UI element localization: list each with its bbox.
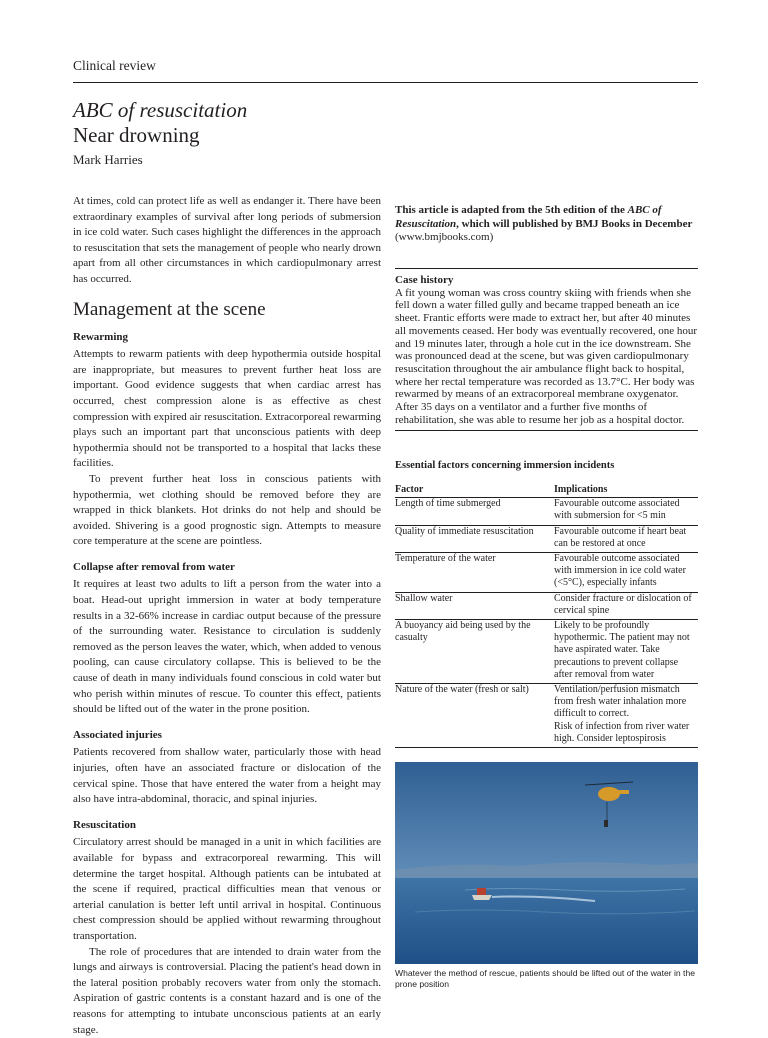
adaptation-note xyxy=(395,204,698,245)
table-header-row xyxy=(395,483,698,498)
table-row xyxy=(395,498,698,525)
implication-cell: Likely to be profoundly hypothermic. The patient may not have aspirated water. Take precautions to prevent collapse after removal from water xyxy=(554,620,698,684)
body-paragraph: The role of procedures that are intended to drain water from the lungs and airways is controversial. Placing the patient's head down in the lateral position probably recovers water from only the stomach. Aspiration of gastric contents is a constant hazard and is one of the reasons for attempting to intubate unconscious patients at an early stage. xyxy=(73,945,381,1036)
body-paragraph: Patients recovered from shallow water, particularly those with head injuries, often have an associated fracture or dislocation of the cervical spine. Those that have entered the water from a height may also have intra-abdominal, thoracic, and spinal injuries. xyxy=(73,746,381,806)
factor-cell: A buoyancy aid being used by the casualty xyxy=(395,620,554,684)
col-header-factor: Factor xyxy=(395,483,554,498)
case-bottom-rule xyxy=(395,430,698,431)
implication-cell: Favourable outcome associated with submersion for <5 min xyxy=(554,498,698,525)
subheading-collapse: Collapse after removal from water xyxy=(73,560,235,573)
factors-table xyxy=(395,483,698,748)
table-row xyxy=(395,525,698,552)
table-title: Essential factors concerning immersion incidents xyxy=(395,460,615,471)
factor-cell: Temperature of the water xyxy=(395,553,554,593)
implication-cell: Favourable outcome if heart beat can be restored at once xyxy=(554,525,698,552)
table-row xyxy=(395,592,698,619)
table-row xyxy=(395,553,698,593)
main-column xyxy=(73,194,381,1038)
table-row xyxy=(395,620,698,684)
intro-paragraph: At times, cold can protect life as well as endanger it. There have been extraordinary examples of survival after long periods of submersion in ice cold water. Such cases highlight the differences in the approach to resuscitation that sets the management of people who nearly drown apart from all other circumstances in which cardiopulmonary arrest has occurred. xyxy=(73,195,381,285)
header-rule xyxy=(73,82,698,83)
photo-caption: Whatever the method of rescue, patients should be lifted out of the water in the prone position xyxy=(395,968,696,989)
body-paragraph: Circulatory arrest should be managed in a unit in which facilities are available for bypass and extracorporeal rewarming. This will determine the target hospital. Although patients can be intubated at the scene if required, practical difficulties mean that venous or arterial canulation is better left until arrival in hospital. Continuous chest compression should be applied without rewarming throughout transportation. xyxy=(73,836,381,942)
section-header: Clinical review xyxy=(73,58,156,73)
factor-cell: Length of time submerged xyxy=(395,498,554,525)
subheading-injuries: Associated injuries xyxy=(73,728,162,741)
section-heading: Management at the scene xyxy=(73,298,266,320)
table-row xyxy=(395,684,698,748)
body-paragraph: It requires at least two adults to lift a person from the water into a boat. Head-out upright immersion in water at body temperature results in a 32-66% increase in cardiac output because of the pressure of the surrounding water. Resistance to circulation is suddenly removed as the person leaves the water, which, when added to venous pooling, can cause circulatory collapse. This is believed to be the cause of death in many individuals found conscious in cold water but who perish within minutes of rescue. To counter this effect, patients should be lifted out of the water in the prone position. xyxy=(73,578,381,716)
series-title: ABC of resuscitation xyxy=(73,98,248,122)
factor-cell: Shallow water xyxy=(395,592,554,619)
case-text: A fit young woman was cross country skiing with friends when she fell down a water filled gully and became trapped beneath an ice sheet. Frantic efforts were made to extract her, but after 40 minutes all movements ceased. Her body was eventually recovered, one hour and 19 minutes later, through a hole cut in the ice downstream. She was pronounced dead at the scene, but was given cardiopulmonary resuscitation throughout the air ambulance flight back to hospital, where her rectal temperature was recorded as 13.7°C. Her body was rewarmed by means of an extracorporeal membrane oxygenator. After 35 days on a ventilator and a further five months of rehabilitation, she was able to resume her job as a hospital doctor. xyxy=(395,286,698,426)
implication-cell: Ventilation/perfusion mismatch from fresh water inhalation more difficult to correct. Risk of infection from river water high. Consider leptospirosis xyxy=(554,684,698,748)
case-heading: Case history xyxy=(395,274,454,286)
subheading-rewarming: Rewarming xyxy=(73,330,128,343)
implication-cell: Favourable outcome associated with immersion in ice cold water (<5°C), especially infants xyxy=(554,553,698,593)
factor-cell: Nature of the water (fresh or salt) xyxy=(395,684,554,748)
case-top-rule xyxy=(395,268,698,269)
author-name: Mark Harries xyxy=(73,152,143,167)
body-paragraph: To prevent further heat loss in conscious patients with hypothermia, wet clothing should be removed before they are wrapped in thick blankets. Hot drinks do not help and should be avoided. Shivering is a good prognostic sign. Attempts to measure core temperature at the scene are pointless. xyxy=(73,472,381,548)
note-url: (www.bmjbooks.com) xyxy=(395,231,494,243)
rescue-photo-image xyxy=(395,762,698,964)
factor-cell: Quality of immediate resuscitation xyxy=(395,525,554,552)
article-title: Near drowning xyxy=(73,123,200,147)
case-history-box xyxy=(395,274,698,426)
body-paragraph: Attempts to rewarm patients with deep hypothermia outside hospital are inappropriate, but measures to prevent further heat loss are important. Good evidence suggests that when cardiac arrest has occurred, chest compression alone is as effective as chest compression with expired air resuscitation. Extracorporeal rewarming plays such an important part that unconscious patients with deep hypothermia should not be transported to a hospital that lacks these facilities. xyxy=(73,348,381,470)
rescue-photo xyxy=(395,762,698,964)
col-header-implications: Implications xyxy=(554,483,698,498)
note-text: This article is adapted from the 5th edition of the ABC of Resuscitation, which will published by BMJ Books in December xyxy=(395,204,693,230)
implication-cell: Consider fracture or dislocation of cervical spine xyxy=(554,592,698,619)
subheading-resuscitation: Resuscitation xyxy=(73,818,136,831)
